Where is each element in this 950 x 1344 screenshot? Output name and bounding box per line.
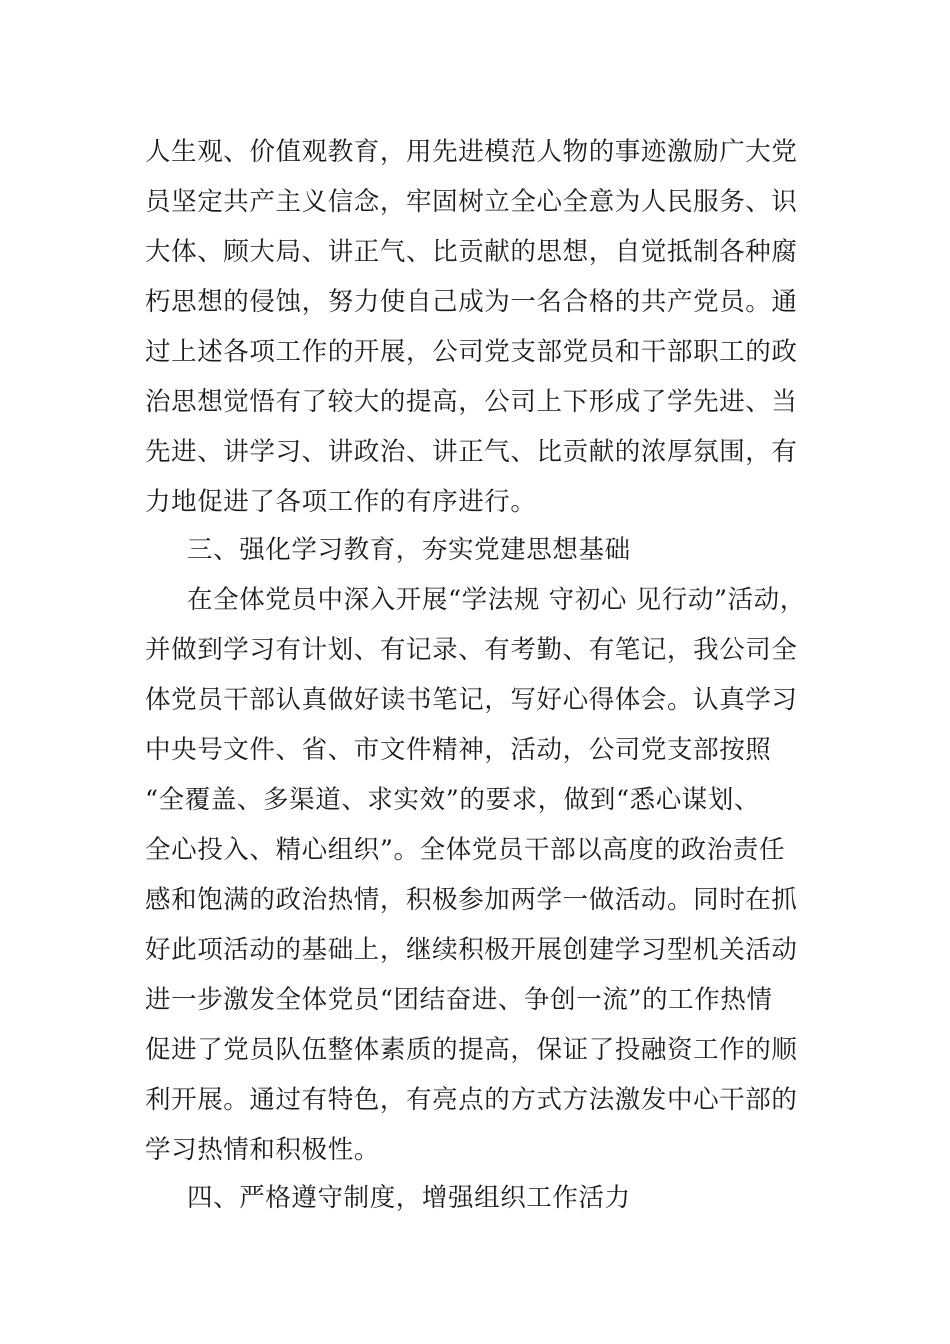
text-line: 治思想觉悟有了较大的提高，公司上下形成了学先进、当 <box>145 387 798 417</box>
text-line: 体党员干部认真做好读书笔记，写好心得体会。认真学习 <box>145 685 798 715</box>
text-line: 进一步激发全体党员“团结奋进、争创一流”的工作热情 <box>145 985 773 1015</box>
text-line: 全心投入、精心组织”。全体党员干部以高度的政治责任 <box>145 835 786 865</box>
text-line: 好此项活动的基础上，继续积极开展创建学习型机关活动 <box>145 935 798 965</box>
text-line: “全覆盖、多渠道、求实效”的要求，做到“悉心谋划、 <box>145 785 761 815</box>
text-line: 在全体党员中深入开展“学法规 守初心 见行动”活动， <box>187 585 806 615</box>
text-line: 中央号文件、省、市文件精神，活动，公司党支部按照 <box>145 735 772 765</box>
text-line: 力地促进了各项工作的有序进行。 <box>145 487 537 517</box>
text-line: 利开展。通过有特色，有亮点的方式方法激发中心干部的 <box>145 1085 798 1115</box>
text-line: 感和饱满的政治热情，积极参加两学一做活动。同时在抓 <box>145 885 798 915</box>
text-line: 促进了党员队伍整体素质的提高，保证了投融资工作的顺 <box>145 1035 798 1065</box>
text-line: 并做到学习有计划、有记录、有考勤、有笔记，我公司全 <box>145 635 798 665</box>
text-line: 人生观、价值观教育，用先进模范人物的事迹激励广大党 <box>145 137 798 167</box>
text-line: 学习热情和积极性。 <box>145 1135 380 1165</box>
text-line: 过上述各项工作的开展，公司党支部党员和干部职工的政 <box>145 337 798 367</box>
text-line: 员坚定共产主义信念，牢固树立全心全意为人民服务、识 <box>145 187 798 217</box>
text-line: 朽思想的侵蚀，努力使自己成为一名合格的共产党员。通 <box>145 287 798 317</box>
section-heading: 三、强化学习教育，夯实党建思想基础 <box>187 535 631 565</box>
text-line: 大体、顾大局、讲正气、比贡献的思想，自觉抵制各种腐 <box>145 237 798 267</box>
section-heading: 四、严格遵守制度，增强组织工作活力 <box>187 1183 631 1213</box>
text-line: 先进、讲学习、讲政治、讲正气、比贡献的浓厚氛围，有 <box>145 437 798 467</box>
